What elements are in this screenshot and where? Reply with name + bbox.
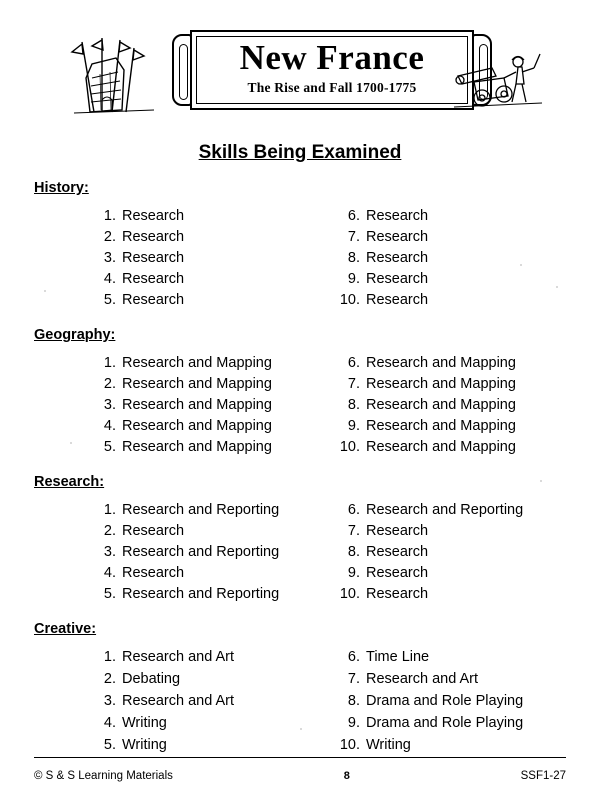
item-number: 8. (347, 250, 360, 266)
item-number: 3. (103, 397, 116, 413)
skill-column-left (90, 353, 322, 458)
list-item (90, 374, 322, 394)
item-text: Research and Mapping (366, 355, 516, 371)
section-research (34, 474, 566, 605)
section-geography (34, 327, 566, 458)
item-text: Research (366, 229, 429, 245)
item-text: Writing (122, 715, 167, 731)
item-text: Research and Reporting (122, 544, 280, 560)
list-item (90, 269, 322, 289)
list-item (334, 227, 566, 247)
list-item (90, 500, 322, 520)
item-number: 9. (347, 565, 360, 581)
scan-speckle (556, 286, 558, 288)
item-text: Research and Art (122, 693, 235, 709)
page-banner (34, 28, 566, 124)
item-number: 7. (347, 671, 360, 687)
item-text: Drama and Role Playing (366, 693, 524, 709)
list-item (334, 563, 566, 583)
skill-column-right (322, 206, 566, 311)
banner-subtitle: The Rise and Fall 1700-1775 (247, 80, 417, 95)
list-item (334, 500, 566, 520)
item-text: Research (122, 208, 185, 224)
item-number: 7. (347, 376, 360, 392)
item-number: 4. (103, 565, 116, 581)
item-number: 2. (103, 523, 116, 539)
item-text: Research and Mapping (122, 355, 272, 371)
item-text: Research and Mapping (122, 376, 272, 392)
item-text: Research (122, 271, 185, 287)
item-number: 1. (103, 502, 116, 518)
section-heading-geography: Geography: (34, 327, 116, 343)
item-number: 5. (103, 737, 116, 753)
section-heading-creative: Creative: (34, 621, 97, 637)
list-item (90, 521, 322, 541)
item-number: 2. (103, 671, 116, 687)
list-item (90, 416, 322, 436)
item-number: 6. (347, 649, 360, 665)
item-number: 3. (103, 544, 116, 560)
list-item (334, 691, 566, 712)
list-item (334, 353, 566, 373)
item-number: 10. (339, 292, 360, 308)
item-text: Research (122, 565, 185, 581)
item-number: 1. (103, 208, 116, 224)
list-item (90, 563, 322, 583)
item-number: 2. (103, 376, 116, 392)
item-number: 8. (347, 693, 360, 709)
item-number: 5. (103, 439, 116, 455)
item-number: 5. (103, 292, 116, 308)
item-number: 4. (103, 418, 116, 434)
page-title: Skills Being Examined (198, 142, 402, 163)
item-text: Research (122, 292, 185, 308)
item-text: Research and Mapping (122, 439, 272, 455)
scan-speckle (300, 728, 302, 730)
footer-copyright: © S & S Learning Materials (34, 770, 173, 782)
section-heading-history: History: (34, 180, 89, 196)
list-item (90, 647, 322, 668)
item-number: 7. (347, 229, 360, 245)
item-number: 2. (103, 229, 116, 245)
list-item (334, 669, 566, 690)
item-number: 7. (347, 523, 360, 539)
list-item (90, 395, 322, 415)
list-item (334, 416, 566, 436)
list-item (334, 735, 566, 756)
footer-code: SSF1-27 (520, 770, 567, 782)
skill-column-right (322, 647, 566, 757)
item-text: Research (366, 544, 429, 560)
item-number: 6. (347, 502, 360, 518)
list-item (334, 584, 566, 604)
page-footer (34, 770, 566, 782)
list-item (90, 290, 322, 310)
scan-speckle (520, 264, 522, 266)
list-item (90, 227, 322, 247)
section-history (34, 180, 566, 311)
list-item (90, 353, 322, 373)
skill-column-right (322, 500, 566, 605)
list-item (90, 669, 322, 690)
item-number: 3. (103, 250, 116, 266)
item-text: Research and Art (366, 671, 479, 687)
list-item (90, 735, 322, 756)
item-number: 10. (339, 439, 360, 455)
skill-column-left (90, 500, 322, 605)
footer-page-number: 8 (343, 770, 350, 782)
item-text: Research and Art (122, 649, 235, 665)
title-scroll-banner (172, 30, 492, 110)
skill-columns-research (34, 500, 566, 605)
item-text: Research and Mapping (366, 376, 516, 392)
list-item (334, 542, 566, 562)
item-text: Research and Mapping (122, 418, 272, 434)
item-text: Time Line (366, 649, 430, 665)
item-text: Debating (122, 671, 181, 687)
item-number: 10. (339, 737, 360, 753)
item-number: 6. (347, 208, 360, 224)
list-item (334, 269, 566, 289)
item-number: 9. (347, 715, 360, 731)
list-item (90, 542, 322, 562)
scan-speckle (44, 290, 46, 292)
item-text: Research (122, 523, 185, 539)
item-number: 4. (103, 715, 116, 731)
list-item (334, 437, 566, 457)
item-text: Research and Reporting (366, 502, 524, 518)
item-text: Research (366, 208, 429, 224)
skill-columns-creative (34, 647, 566, 757)
skill-column-right (322, 353, 566, 458)
cannon-and-soldier-illustration-icon (452, 50, 544, 112)
item-number: 1. (103, 355, 116, 371)
item-number: 9. (347, 271, 360, 287)
banner-title: New France (239, 38, 425, 77)
skill-columns-geography (34, 353, 566, 458)
item-number: 4. (103, 271, 116, 287)
document-page (0, 28, 600, 804)
list-item (334, 248, 566, 268)
item-number: 8. (347, 397, 360, 413)
item-number: 6. (347, 355, 360, 371)
skill-columns-history (34, 206, 566, 311)
item-text: Drama and Role Playing (366, 715, 524, 731)
item-number: 10. (339, 586, 360, 602)
list-item (90, 437, 322, 457)
section-heading-research: Research: (34, 474, 105, 490)
list-item (334, 374, 566, 394)
item-text: Research and Mapping (122, 397, 272, 413)
item-number: 5. (103, 586, 116, 602)
list-item (334, 713, 566, 734)
fort-and-flags-illustration-icon (68, 34, 160, 116)
item-text: Research (366, 523, 429, 539)
list-item (334, 647, 566, 668)
list-item (334, 206, 566, 226)
item-text: Research and Mapping (366, 439, 516, 455)
item-text: Writing (366, 737, 411, 753)
item-text: Research and Mapping (366, 418, 516, 434)
item-number: 3. (103, 693, 116, 709)
item-text: Research and Reporting (122, 502, 280, 518)
skill-column-left (90, 206, 322, 311)
item-text: Research (122, 250, 185, 266)
item-text: Research (366, 250, 429, 266)
list-item (90, 691, 322, 712)
scan-speckle (70, 442, 72, 444)
item-number: 9. (347, 418, 360, 434)
item-text: Research (366, 565, 429, 581)
item-text: Research (366, 586, 429, 602)
list-item (90, 206, 322, 226)
footer-divider (34, 757, 566, 758)
item-text: Research (366, 292, 429, 308)
list-item (90, 584, 322, 604)
item-text: Research (366, 271, 429, 287)
list-item (90, 713, 322, 734)
item-text: Research and Reporting (122, 586, 280, 602)
section-creative (34, 621, 566, 757)
list-item (90, 248, 322, 268)
item-text: Research and Mapping (366, 397, 516, 413)
item-number: 8. (347, 544, 360, 560)
scan-speckle (540, 480, 542, 482)
item-number: 1. (103, 649, 116, 665)
item-text: Research (122, 229, 185, 245)
list-item (334, 290, 566, 310)
skill-column-left (90, 647, 322, 757)
list-item (334, 395, 566, 415)
item-text: Writing (122, 737, 167, 753)
list-item (334, 521, 566, 541)
